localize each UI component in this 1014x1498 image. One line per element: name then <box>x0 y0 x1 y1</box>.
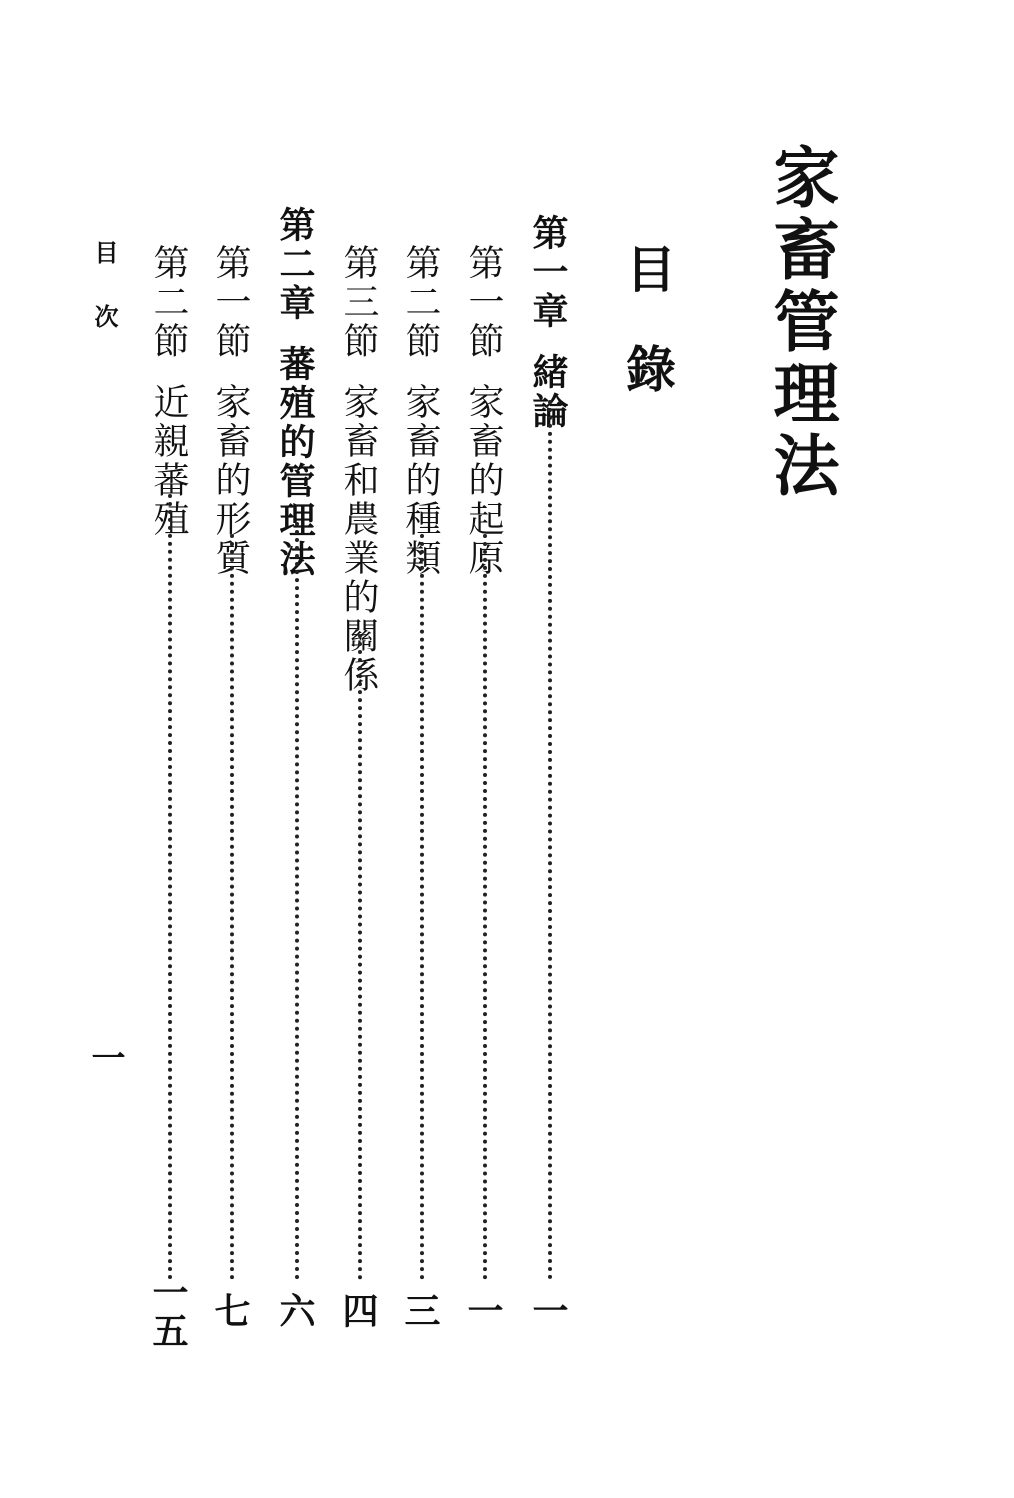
toc-entry-chapter-1 <box>527 214 570 1354</box>
toc-entry-title: 近親蕃殖 <box>148 383 189 539</box>
toc-entry-prefix: 第二節 <box>148 244 189 361</box>
toc-entry-prefix: 第二節 <box>400 244 441 361</box>
toc-entry-label <box>527 214 569 431</box>
toc-entry-label <box>338 244 379 695</box>
toc-entry-chapter-2 <box>274 206 317 1346</box>
dot-leader <box>548 400 552 1280</box>
running-footer-label: 目次 <box>90 240 118 368</box>
toc-entry-section-2-2 <box>147 244 190 1384</box>
dot-leader <box>295 522 299 1280</box>
toc-entry-section-1-1 <box>462 244 505 1384</box>
toc-entry-prefix: 第一節 <box>210 244 251 361</box>
toc-entry-page-number: 一 <box>527 1292 569 1330</box>
toc-entry-page-number: 六 <box>274 1292 316 1330</box>
page-folio: 一 <box>85 1040 125 1074</box>
toc-entry-label <box>463 244 504 578</box>
toc-entry-page-number: 一 <box>462 1292 504 1330</box>
book-title: 家畜管理法 <box>762 143 840 503</box>
toc-entry-prefix: 第三節 <box>338 244 379 361</box>
dot-leader <box>420 534 424 1280</box>
dot-leader <box>483 534 487 1280</box>
toc-entry-prefix: 第二章 <box>274 206 316 323</box>
toc-entry-section-2-1 <box>209 244 252 1384</box>
toc-entry-title: 家畜和農業的關係 <box>338 383 379 695</box>
toc-entry-title: 家畜的起原 <box>463 383 504 578</box>
toc-entry-title: 緒論 <box>527 353 569 431</box>
toc-entry-title: 家畜的形質 <box>210 383 251 578</box>
toc-entry-label <box>210 244 251 578</box>
toc-entry-page-number: 七 <box>209 1292 251 1330</box>
toc-entry-page-number: 一五 <box>147 1274 189 1350</box>
toc-entry-section-1-3 <box>337 244 380 1384</box>
toc-entry-title: 蕃殖的管理法 <box>274 345 316 579</box>
toc-entry-title: 家畜的種類 <box>400 383 441 578</box>
toc-entry-section-1-2 <box>399 244 442 1384</box>
toc-entry-page-number: 四 <box>337 1292 379 1330</box>
toc-heading: 目錄 <box>618 243 676 443</box>
toc-entry-label <box>400 244 441 578</box>
toc-entry-page-number: 三 <box>399 1292 441 1330</box>
dot-leader <box>358 634 362 1280</box>
dot-leader <box>168 494 172 1280</box>
toc-entry-prefix: 第一節 <box>463 244 504 361</box>
dot-leader <box>230 534 234 1280</box>
toc-entry-prefix: 第一章 <box>527 214 569 331</box>
